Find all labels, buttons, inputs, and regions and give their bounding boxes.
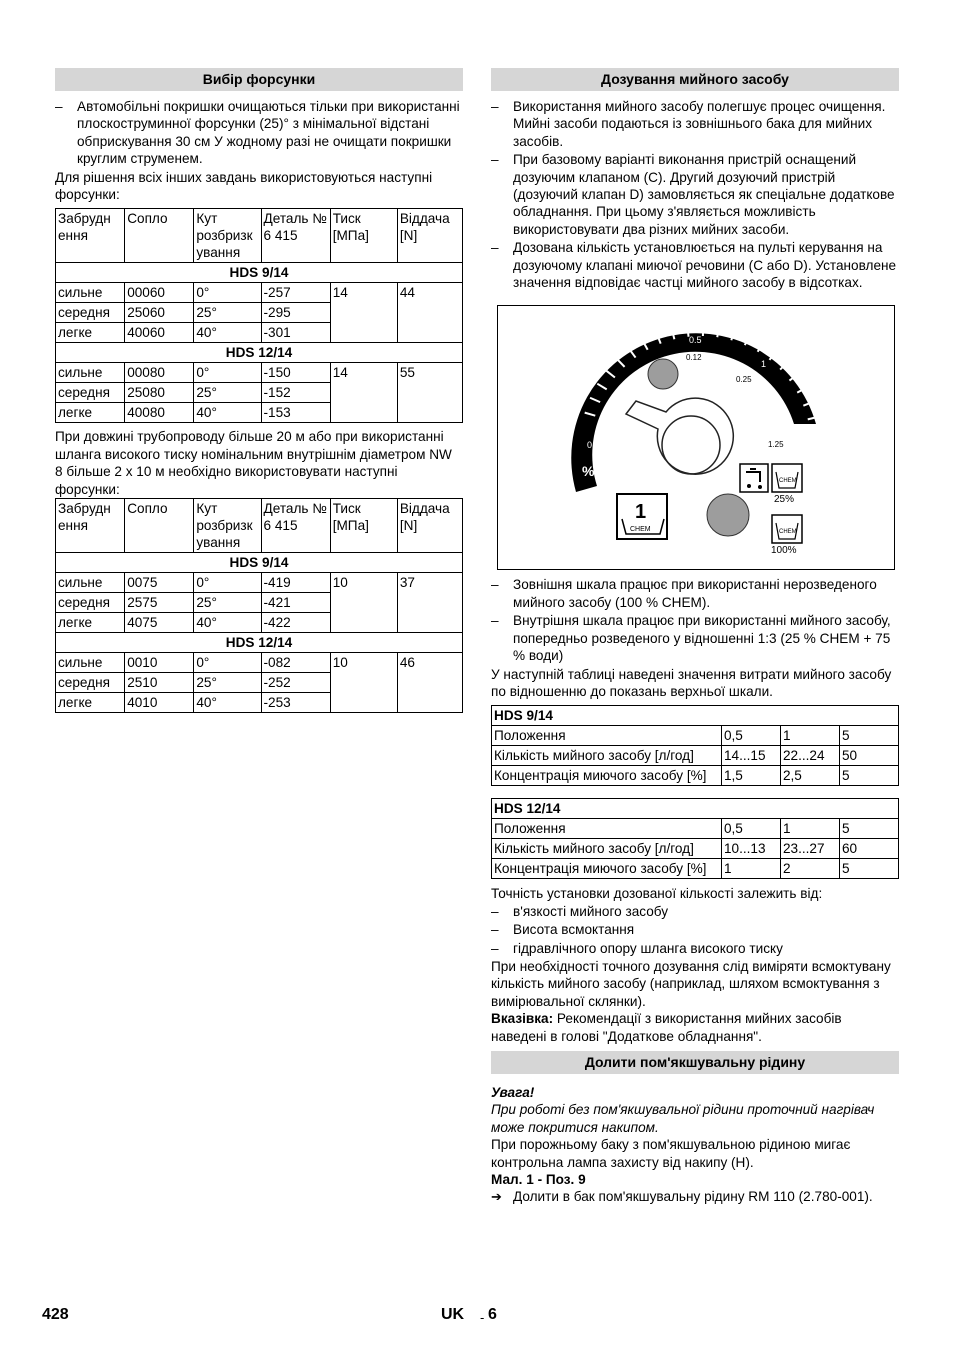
table-cell: -152 — [261, 383, 330, 403]
table-cell: -253 — [261, 693, 330, 713]
pressure-cell: 10 — [330, 653, 397, 713]
selector-key — [626, 399, 733, 475]
table-cell: легке — [56, 403, 125, 423]
force-cell: 37 — [397, 573, 462, 633]
nozzle-intro: Для рішення всіх інших завдань використовуються наступні форсунки: — [55, 169, 433, 203]
scale-tick — [810, 433, 821, 434]
model-row — [492, 799, 899, 819]
column-header: Тиск [МПа] — [330, 209, 397, 263]
outer-label-0: 0 — [587, 440, 593, 451]
dose-table-hds-9-14 — [491, 705, 899, 786]
svg-text:CHEM: CHEM — [779, 529, 797, 536]
column-header: Кут розбризк ування — [194, 499, 261, 553]
column-header: Деталь № 6 415 — [261, 209, 330, 263]
svg-text:CHEM: CHEM — [630, 526, 651, 534]
nozzle-table-2 — [55, 498, 463, 713]
table-row — [492, 839, 899, 859]
table-cell: 1 — [721, 859, 780, 879]
table-cell: -150 — [261, 363, 330, 383]
inner-label-125: 1.25 — [768, 440, 784, 450]
softener-heading: Долити пом'якшувальну рідину — [491, 1051, 899, 1074]
table-cell: 40060 — [125, 323, 194, 343]
table-cell: 4010 — [125, 693, 194, 713]
precise-dosing: При необхідності точного дозування слід виміряти всмоктувану кількість мийного засобу (наприклад, шляхом всмоктування з вимірювальної склянки). — [491, 958, 891, 1009]
table-cell: 50 — [839, 746, 898, 766]
table-cell: -252 — [261, 673, 330, 693]
table-cell: 4075 — [125, 613, 194, 633]
table-cell: середня — [56, 673, 125, 693]
table-row — [56, 283, 463, 303]
column-header: Сопло — [125, 499, 194, 553]
table-cell: 25° — [194, 673, 261, 693]
lamp-text: При порожньому баку з пом'якшувальною рідиною мигає контрольна лампа захисту від накипу (H). — [491, 1137, 851, 1170]
bullet-detergent-use: – Використання мийного засобу полегшує процес очищення. Мийні засоби подаються із зовнішнього бака для мийних засобів. — [491, 99, 886, 149]
outer-label-05: 0.5 — [689, 335, 702, 346]
table-cell: -301 — [261, 323, 330, 343]
table-cell: 0° — [194, 653, 261, 673]
table-cell: сильне — [56, 653, 125, 673]
dose-table-intro: У наступній таблиці наведені значення витрати мийного засобу по відношенню до показань верхньої шкали. — [491, 666, 892, 699]
svg-text:CHEM: CHEM — [779, 478, 797, 485]
scale-tick — [769, 352, 776, 361]
column-header: Сопло — [125, 209, 194, 263]
column-header: Кут розбризк ування — [194, 209, 261, 263]
pressure-cell: 14 — [330, 283, 397, 343]
left-column — [55, 68, 463, 713]
inner-label-025: 0.25 — [736, 375, 752, 385]
scale-tick — [780, 362, 788, 370]
footer-dash: - — [480, 1310, 485, 1325]
table-cell: -421 — [261, 593, 330, 613]
table-cell: 0,5 — [721, 726, 780, 746]
table-cell: 0010 — [125, 653, 194, 673]
table-cell: -295 — [261, 303, 330, 323]
table-cell: 40° — [194, 323, 261, 343]
table-cell: 0° — [194, 283, 261, 303]
svg-text:100%: 100% — [771, 545, 797, 557]
svg-text:25%: 25% — [774, 494, 795, 506]
table-row — [56, 363, 463, 383]
note: Вказівка: Рекомендації з використання мийних засобів наведені в голові "Додаткове обладнання". — [491, 1011, 842, 1044]
table-cell: 25° — [194, 303, 261, 323]
sub-page-number: 6 — [488, 1306, 497, 1323]
model-row — [56, 553, 463, 573]
table-cell: 23...27 — [780, 839, 839, 859]
inner-label-012: 0.12 — [686, 353, 702, 363]
dash-marker: – — [55, 99, 63, 114]
force-cell: 55 — [397, 363, 462, 423]
table-cell: 0° — [194, 363, 261, 383]
table-cell: 2,5 — [780, 766, 839, 786]
table-cell: сильне — [56, 283, 125, 303]
action-step: ➔ Долити в бак пом'якшувальну рідину RM 110 (2.780-001). — [491, 1189, 873, 1205]
table-header-row — [56, 209, 463, 263]
pressure-cell: 10 — [330, 573, 397, 633]
table-cell: -419 — [261, 573, 330, 593]
table-row — [492, 859, 899, 879]
chem-25-icon — [772, 464, 802, 505]
model-row — [56, 343, 463, 363]
table-row — [56, 653, 463, 673]
outer-label-5: 5 — [797, 439, 803, 450]
column-header: Віддача [N] — [397, 209, 462, 263]
table-cell: 1 — [780, 819, 839, 839]
table-cell: сильне — [56, 363, 125, 383]
table-cell: 40° — [194, 693, 261, 713]
table-cell: 25060 — [125, 303, 194, 323]
table-cell: 2575 — [125, 593, 194, 613]
table-cell: 10...13 — [721, 839, 780, 859]
upper-knob — [648, 359, 678, 389]
warning-label: Увага! — [491, 1084, 535, 1100]
table-cell: 60 — [839, 839, 898, 859]
dose-table-hds-12-14 — [491, 798, 899, 879]
table-cell: Концентрація миючого засобу [%] — [492, 859, 722, 879]
model-name: HDS 12/14 — [492, 799, 899, 819]
table-cell: 40080 — [125, 403, 194, 423]
table-cell: сильне — [56, 573, 125, 593]
column-header: Тиск [МПа] — [330, 499, 397, 553]
model-name: HDS 12/14 — [56, 633, 463, 653]
model-name: HDS 9/14 — [56, 553, 463, 573]
table-cell: середня — [56, 383, 125, 403]
table-cell: 1 — [780, 726, 839, 746]
table-cell: 0,5 — [721, 819, 780, 839]
scale-tick — [731, 330, 734, 341]
table-cell: легке — [56, 613, 125, 633]
bullet-suction-height: – Висота всмоктання — [491, 922, 635, 938]
table-row — [492, 819, 899, 839]
force-cell: 46 — [397, 653, 462, 713]
model-row — [492, 706, 899, 726]
table-cell: 14...15 — [721, 746, 780, 766]
table-cell: 00060 — [125, 283, 194, 303]
table-cell: середня — [56, 303, 125, 323]
table-row — [56, 573, 463, 593]
table-cell: 40° — [194, 403, 261, 423]
table-cell: 5 — [839, 859, 898, 879]
table-cell: 0° — [194, 573, 261, 593]
bullet-inner-scale: – Внутрішня шкала працює при використанні мийного засобу, попередньо розведеного у відношенні 1:3 (25 % CHEM + 75 % води) — [491, 613, 891, 664]
table-header-row — [56, 499, 463, 553]
table-row — [492, 746, 899, 766]
warning-text: При роботі без пом'якшувальної рідини проточний нагрівач може покритися накипом. — [491, 1102, 875, 1135]
table-cell: 5 — [839, 726, 898, 746]
table-cell: Положення — [492, 726, 722, 746]
table-cell: легке — [56, 323, 125, 343]
chem-100-icon — [771, 515, 802, 556]
column-header: Забрудн ення — [56, 499, 125, 553]
table-cell: 00080 — [125, 363, 194, 383]
dosing-heading: Дозування мийного засобу — [491, 68, 899, 91]
right-column — [491, 68, 899, 1206]
table-cell: -257 — [261, 283, 330, 303]
model-row — [56, 263, 463, 283]
accuracy-intro: Точність установки дозованої кількості залежить від: — [491, 886, 823, 902]
outer-label-1: 1 — [761, 359, 767, 370]
model-name: HDS 9/14 — [492, 706, 899, 726]
table-cell: 0075 — [125, 573, 194, 593]
table-cell: 40° — [194, 613, 261, 633]
page-number: 428 — [42, 1306, 69, 1323]
table-cell: -082 — [261, 653, 330, 673]
svg-text:1: 1 — [635, 501, 647, 524]
force-cell: 44 — [397, 283, 462, 343]
column-header: Забрудн ення — [56, 209, 125, 263]
model-name: HDS 9/14 — [56, 263, 463, 283]
table-cell: 2 — [780, 859, 839, 879]
table-cell: Кількість мийного засобу [л/год] — [492, 839, 722, 859]
table-cell: 25080 — [125, 383, 194, 403]
tap-icon — [740, 464, 768, 492]
model-name: HDS 12/14 — [56, 343, 463, 363]
table-cell: 5 — [839, 766, 898, 786]
table-cell: 1,5 — [721, 766, 780, 786]
table-cell: 25° — [194, 383, 261, 403]
table-cell: Концентрація миючого засобу [%] — [492, 766, 722, 786]
table-cell: середня — [56, 593, 125, 613]
table-cell: -153 — [261, 403, 330, 423]
bullet-outer-scale: – Зовнішня шкала працює при використанні нерозведеного мийного засобу (100 % CHEM). — [491, 577, 877, 610]
table-cell: Положення — [492, 819, 722, 839]
column-header: Віддача [N] — [397, 499, 462, 553]
nozzle-heading: Вибір форсунки — [55, 68, 463, 91]
table-cell: -422 — [261, 613, 330, 633]
bullet-viscosity: – в'язкості мийного засобу — [491, 903, 669, 919]
table-row — [492, 726, 899, 746]
chem-one-icon — [617, 494, 667, 539]
dosing-dial-svg — [498, 306, 894, 569]
bullet-hose-resistance: – гідравлічного опору шланга високого тиску — [491, 940, 783, 956]
table-cell: 25° — [194, 593, 261, 613]
table-cell: 5 — [839, 819, 898, 839]
scale-tick — [758, 343, 764, 352]
table-row — [492, 766, 899, 786]
figure-reference: Мал. 1 - Поз. 9 — [491, 1172, 586, 1187]
long-line-note: При довжині трубопроводу більше 20 м або при використанні шланга високого тиску номінальним внутрішнім діаметром NW 8 більше 2 х 10 м необхідно використовувати наступні форсунки: — [55, 429, 452, 497]
column-header: Деталь № 6 415 — [261, 499, 330, 553]
table-cell: легке — [56, 693, 125, 713]
bullet-dose-setting: – Дозована кількість установлюється на пульті керування на дозуючому клапані миючої речовини (C або D). Установлене значення відповідає частці мийного засобу в відсотках. — [491, 240, 897, 291]
scale-tick — [745, 336, 749, 346]
percent-sign: % — [582, 463, 595, 480]
bullet-dosing-valve: – При базовому варіанті виконання пристрій оснащений дозуючим клапаном (C). Другий дозуючий пристрій (дозуючий клапан D) замовляється як спеціальне додаткове обладнання. При цьому з'являється можливість використовувати два різних мийних засоби. — [491, 152, 895, 237]
table-cell: Кількість мийного засобу [л/год] — [492, 746, 722, 766]
table-cell: 2510 — [125, 673, 194, 693]
dosing-dial-figure — [497, 305, 895, 570]
lower-knob — [707, 494, 749, 536]
bullet-tyres: – Автомобільні покришки очищаються тільки при використанні плоскоструминної форсунки (25)° з мінімальної відстані обприскування 30 см У жодному разі не очищати покришки круглим струменем. — [55, 99, 460, 167]
table-cell: 22...24 — [780, 746, 839, 766]
model-row — [56, 633, 463, 653]
nozzle-table-1 — [55, 208, 463, 423]
arrow-icon: ➔ — [491, 1189, 502, 1205]
pressure-cell: 14 — [330, 363, 397, 423]
language-code: UK — [441, 1306, 465, 1323]
